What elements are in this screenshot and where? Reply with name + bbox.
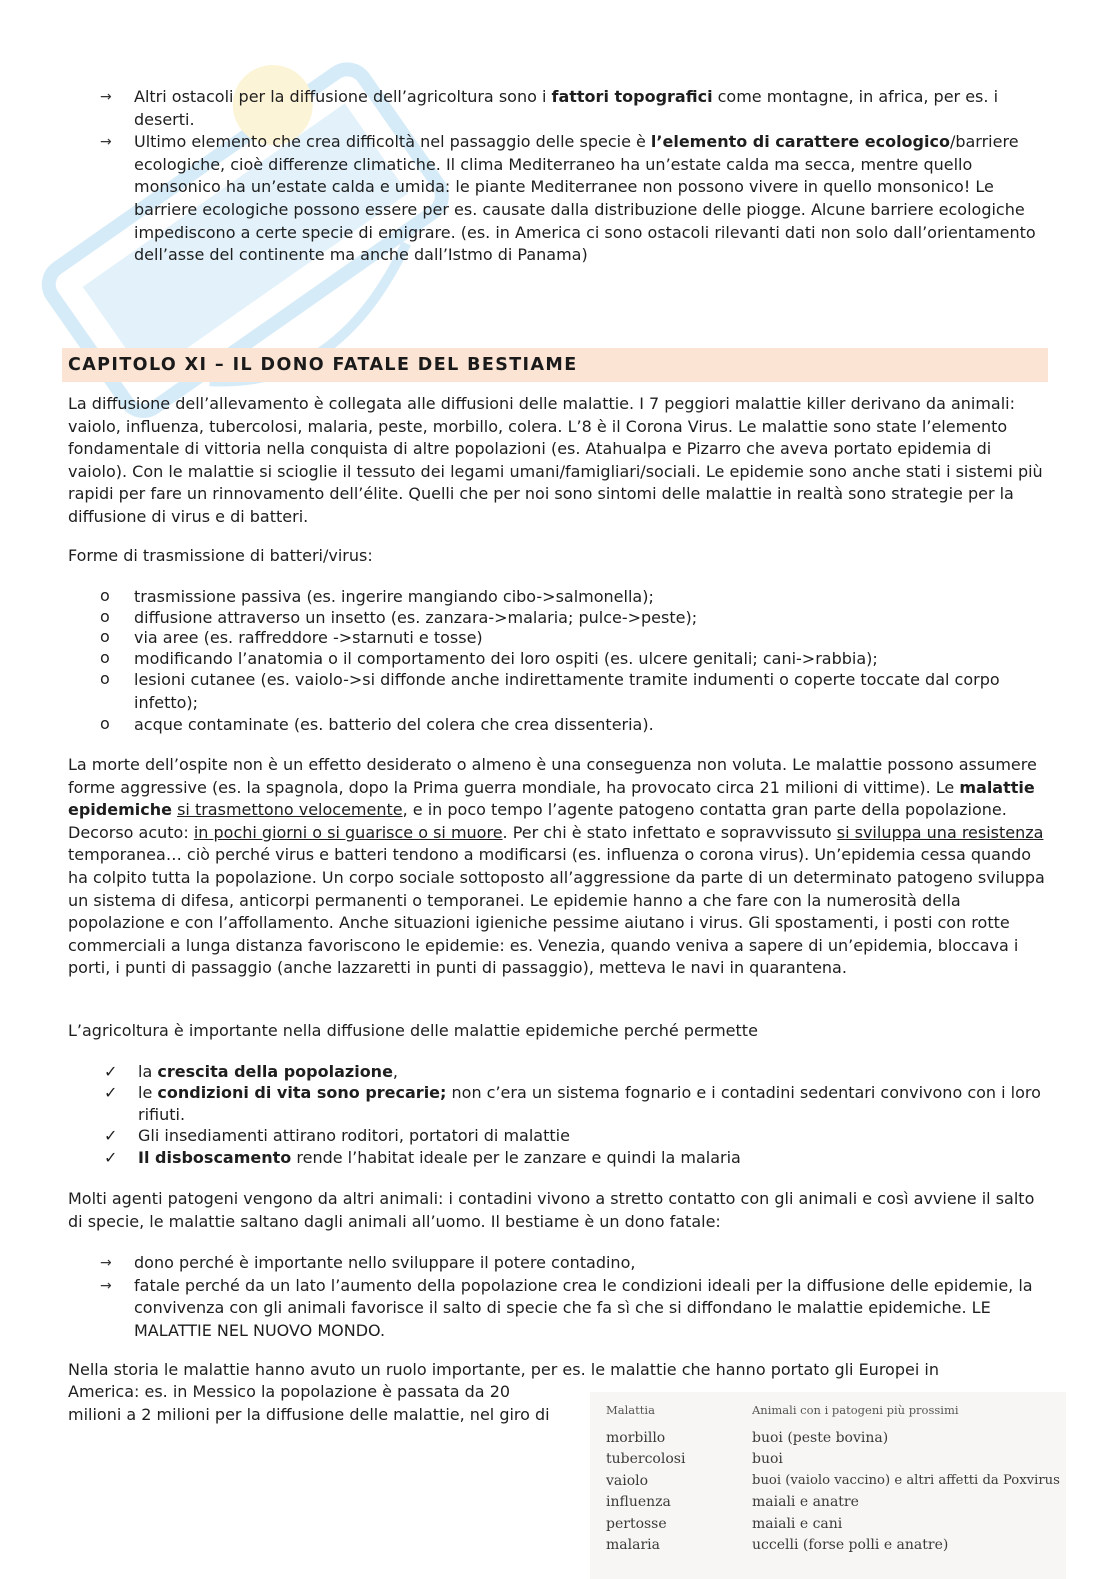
- list-item: o acque contaminate (es. batterio del colera che crea dissenteria).: [100, 713, 654, 734]
- list-item: ✓ la crescita della popolazione,: [104, 1062, 399, 1081]
- disease-animal-table: Malattia Animali con i patogeni più prossimi morbillo buoi (peste bovina) tubercolosi buoi vaiolo buoi (vaiolo vaccino) e altri affetti da Poxvirus influenza maiali e anatre pertosse maiali e cani malaria uccelli (forse polli e anatre): [590, 1392, 1066, 1579]
- list-item: → dono perché è importante nello sviluppare il potere contadino,: [100, 1253, 636, 1272]
- paragraph-agriculture: L’agricoltura è importante nella diffusione delle malattie epidemiche perché permette: [68, 1021, 758, 1040]
- transmission-forms-list: [68, 587, 1048, 735]
- paragraph-history-line1: Nella storia le malattie hanno avuto un ruolo importante, per es. le malattie che hanno portato gli Europei in: [68, 1360, 939, 1379]
- chapter-heading: [62, 348, 1048, 382]
- list-item: → Ultimo elemento che crea difficoltà nel passaggio delle specie è l’elemento di carattere ecologico/barriere ecologiche, cioè differenze climatiche. Il clima Mediterraneo ha un’estate calda ma secca, mentre quello monsonico ha un’estate calda e umida: le piante Mediterranee non possono vivere in quello monsonico! Le barriere ecologiche possono essere per es. causate dalla distribuzione delle piogge. Alcune barriere ecologiche impediscono a certe specie di emigrare. (es. in America ci sono ostacoli rilevanti dati non solo dall’orientamento dell’asse del continente ma anche dall’Istmo di Panama): [100, 132, 1036, 265]
- paragraph-epidemics: La morte dell’ospite non è un effetto desiderato o almeno è una conseguenza non voluta. Le malattie possono assumere forme aggressive (es. la spagnola, dopo la Prima guerra mondiale, ha provocato circa 21 milioni di vittime). Le malattie epidemiche si trasmettono velocemente, e in poco tempo l’agente patogeno contatta gran parte della popolazione. Decorso acuto: in pochi giorni o si guarisce o si muore. Per chi è stato infettato e sopravvissuto si sviluppa una resistenza temporanea… ciò perché virus e batteri tendono a modificarsi (es. influenza o corona virus). Un’epidemia cessa quando ha colpito tutta la popolazione. Un corpo sociale sottoposto all’aggressione da parte di un determinato patogeno sviluppa un sistema di difesa, anticorpi permanenti o temporanei. Le epidemie hanno a che fare con la numerosità della popolazione e con l’affollamento. Anche situazioni igieniche pessime aiutano i virus. Gli spostamenti, i posti con rotte commerciali a lunga distanza favoriscono le epidemie: es. Venezia, quando veniva a sapere di un’epidemia, bloccava i porti, i punti di passaggio (anche lazzaretti in punti di passaggio), metteva le navi in quarantena.: [68, 755, 1045, 978]
- list-item: o diffusione attraverso un insetto (es. zanzara->malaria; pulce->peste);: [100, 606, 698, 627]
- fatal-gift-list: [68, 1252, 1048, 1342]
- list-item: ✓ le condizioni di vita sono precarie; non c’era un sistema fognario e i contadini sedentari convivono con i loro rifiuti.: [104, 1083, 1041, 1124]
- list-item: o trasmissione passiva (es. ingerire mangiando cibo->salmonella);: [100, 586, 654, 606]
- list-item: o via aree (es. raffreddore ->starnuti e tosse): [100, 627, 483, 648]
- paragraph-history-line2: America: es. in Messico la popolazione è passata da 20: [68, 1382, 511, 1401]
- list-item: ✓ Il disboscamento rende l’habitat ideale per le zanzare e quindi la malaria: [104, 1147, 741, 1167]
- chapter-title: CAPITOLO XI – IL DONO FATALE DEL BESTIAME: [68, 355, 578, 375]
- paragraph-intro: La diffusione dell’allevamento è collegata alle diffusioni delle malattie. I 7 peggiori malattie killer derivano da animali: vaiolo, influenza, tubercolosi, malaria, peste, morbillo, colera. L’8 è il Corona Virus. Le malattie sono state l’elemento fondamentale di vittoria nella conquista di altre popolazioni (es. Atahualpa e Pizarro che aveva portato epidemia di vaiolo). Con le malattie si scioglie il tessuto dei legami umani/famigliari/sociali. Le epidemie sono anche stati i sistemi più rapidi per fare un rinnovamento dell’élite. Quelli che per noi sono sintomi delle malattie in realtà sono strategie per la diffusione di virus e di batteri.: [68, 394, 1043, 526]
- intro-list: [68, 86, 1048, 267]
- forms-heading: Forme di trasmissione di batteri/virus:: [68, 546, 373, 565]
- paragraph-pathogens: Molti agenti patogeni vengono da altri animali: i contadini vivono a stretto contatto con gli animali e così avviene il salto di specie, le malattie saltano dagli animali all’uomo. Il bestiame è un dono fatale:: [68, 1189, 1035, 1231]
- list-item: → fatale perché da un lato l’aumento della popolazione crea le condizioni ideali per la diffusione delle epidemie, la convivenza con gli animali favorisce il salto di specie che fa sì che si diffondano le malattie epidemiche. LE MALATTIE NEL NUOVO MONDO.: [100, 1275, 1033, 1340]
- list-item: ✓ Gli insediamenti attirano roditori, portatori di malattie: [104, 1126, 570, 1146]
- list-item: o modificando l’anatomia o il comportamento dei loro ospiti (es. ulcere genitali; cani->rabbia);: [100, 647, 878, 668]
- list-item: o lesioni cutanee (es. vaiolo->si diffonde anche indirettamente tramite indumenti o coperte toccate dal corpo infetto);: [100, 669, 1000, 712]
- agriculture-checklist: [68, 1061, 1048, 1168]
- list-item: → Altri ostacoli per la diffusione dell’agricoltura sono i fattori topografici come montagne, in africa, per es. i deserti.: [100, 87, 999, 129]
- paragraph-history-line3: milioni a 2 milioni per la diffusione delle malattie, nel giro di: [68, 1405, 550, 1424]
